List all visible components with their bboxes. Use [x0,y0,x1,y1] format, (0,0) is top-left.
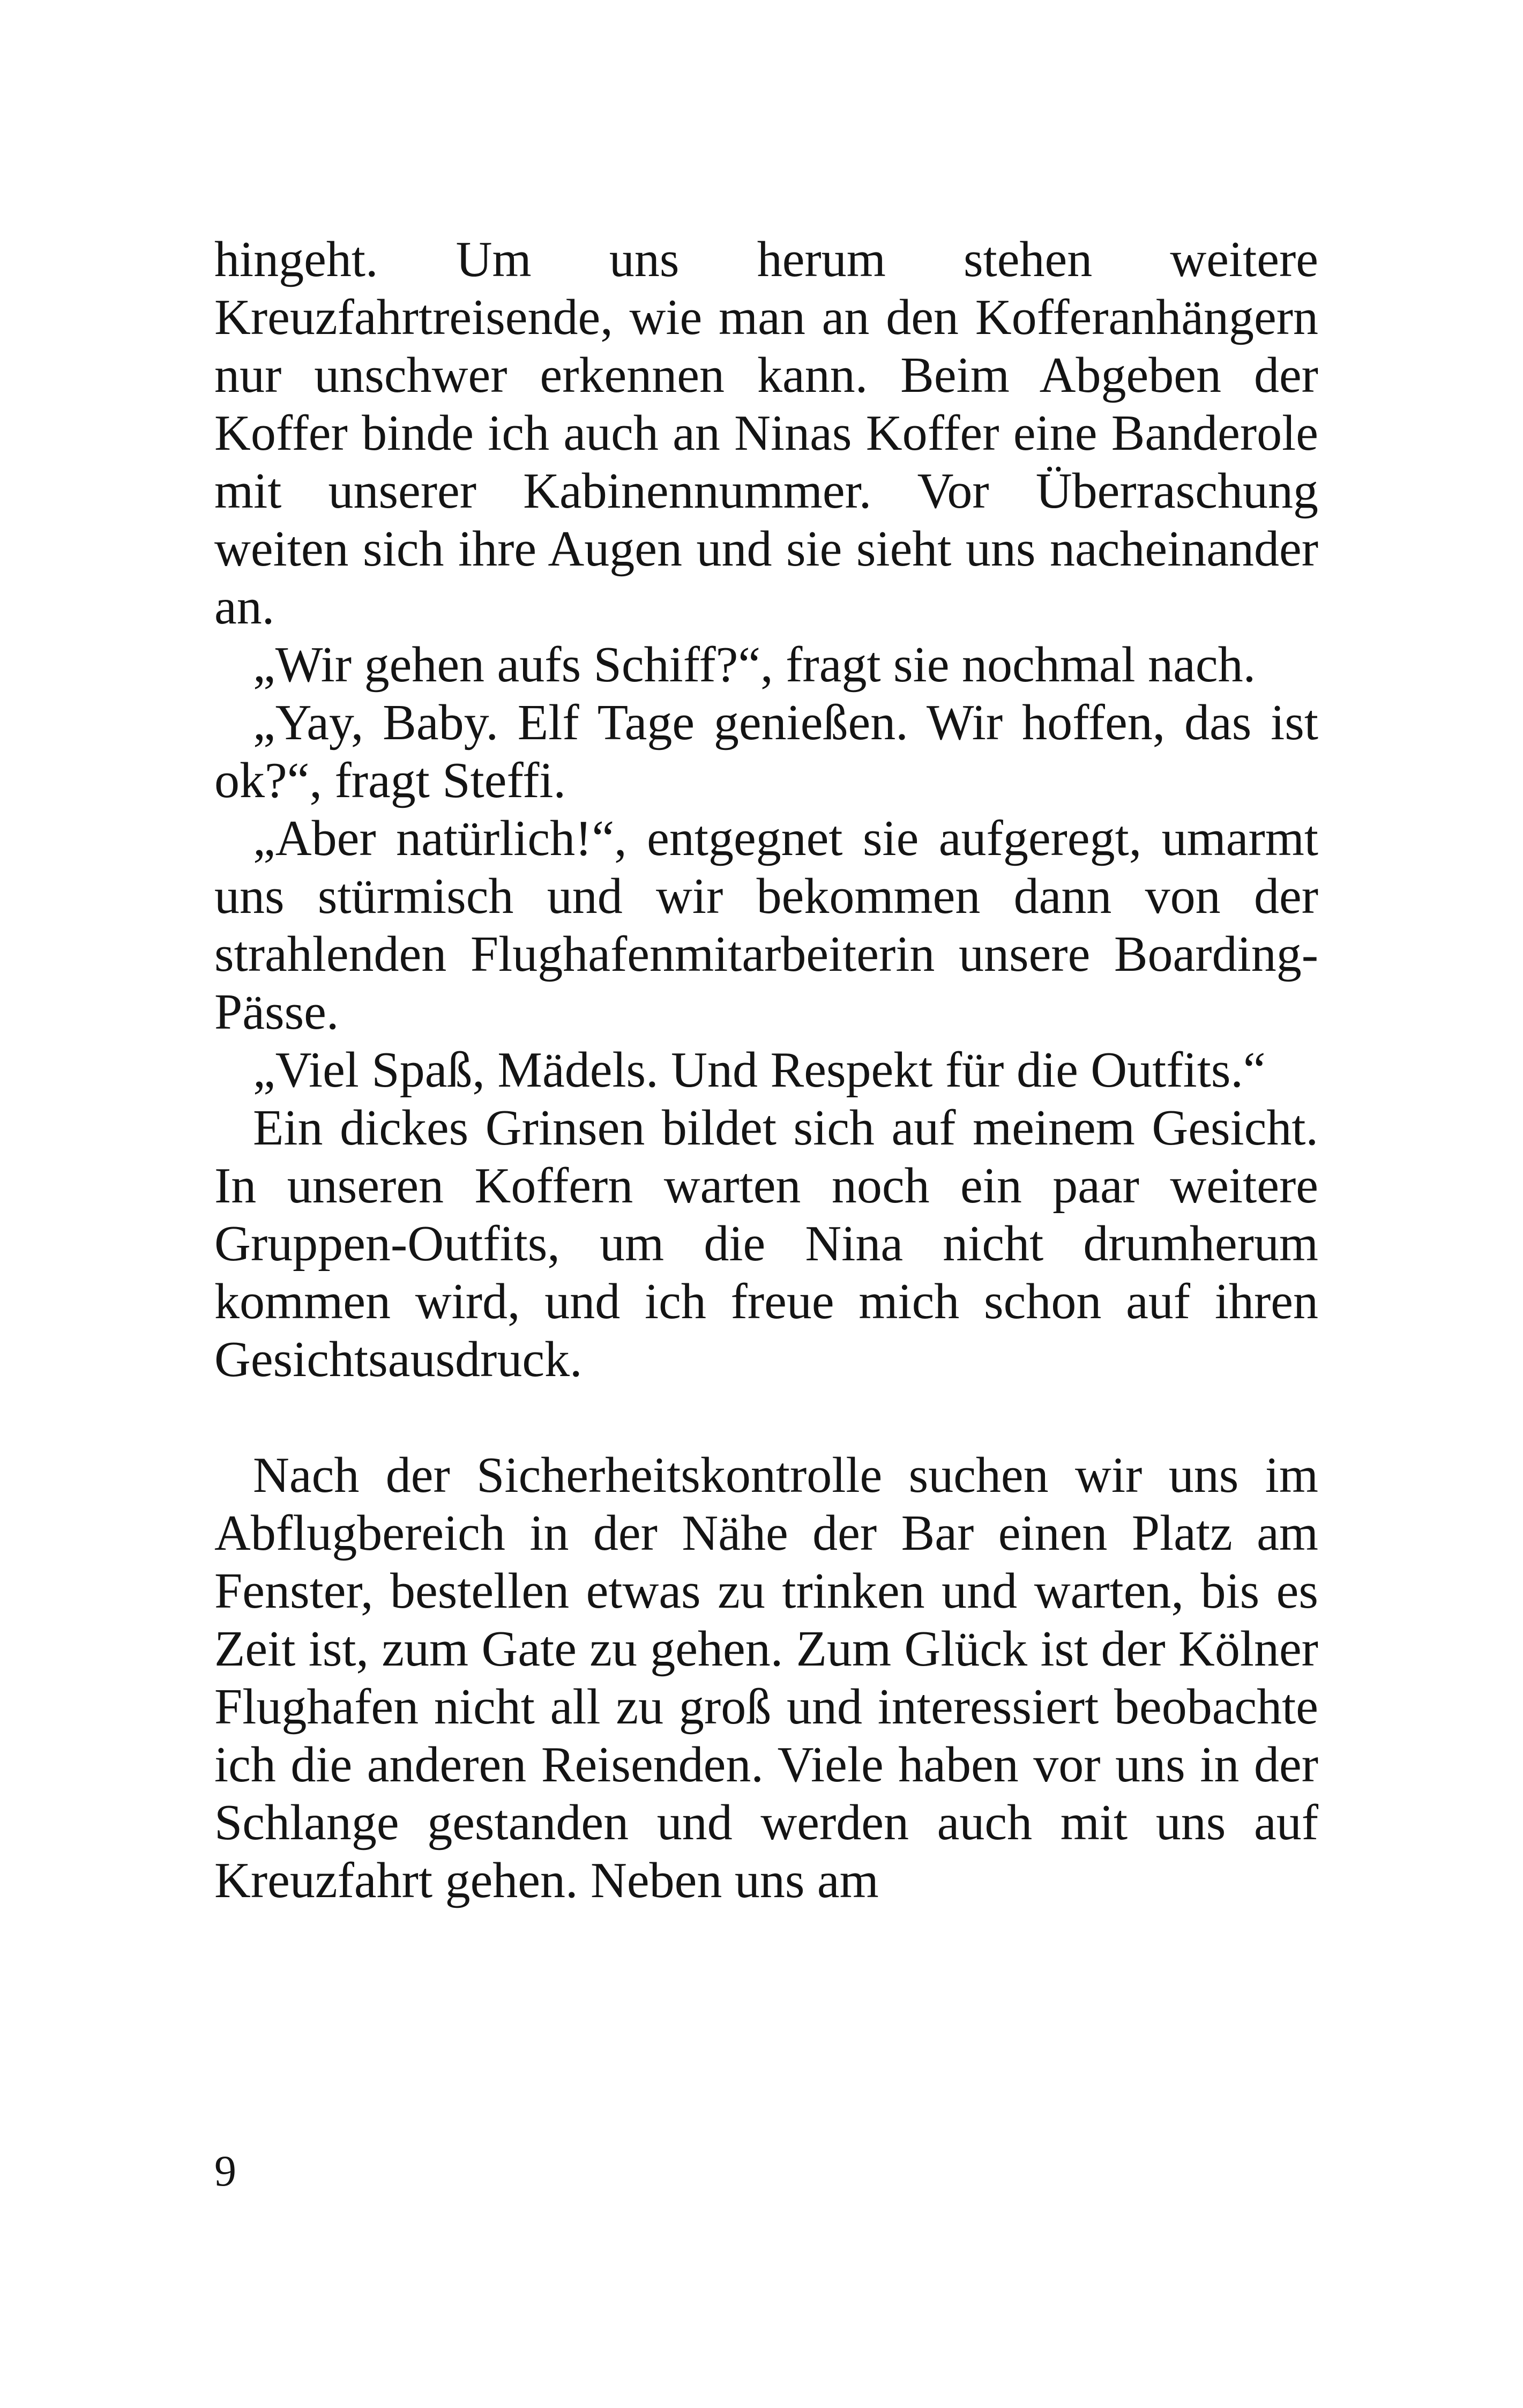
paragraph-narration-2: Nach der Sicherheitskontrolle suchen wir uns im Abflugbereich in der Nähe der Bar einen Platz am Fenster, bestellen etwas zu trinken und warten, bis es Zeit ist, zum Gate zu gehen. Zum Glück ist der Kölner Flughafen nicht all zu groß und interessiert beobachte ich die anderen Reisenden. Viele haben vor uns in der Schlange gestanden und werden auch mit uns auf Kreuzfahrt gehen. Neben uns am [214,1447,1318,1908]
paragraph-dialogue-2: „Yay, Baby. Elf Tage genießen. Wir hoffen, das ist ok?“, fragt Steffi. [214,695,1318,808]
paragraph-dialogue-1: „Wir gehen aufs Schiff?“, fragt sie nochmal nach. [253,637,1256,693]
paragraph-continuation: hingeht. Um uns herum stehen weitere Kreuzfahrtreisende, wie man an den Kofferanhängern nur unschwer erkennen kann. Beim Abgeben der Koffer binde ich auch an Ninas Koffer eine Banderole mit unserer Kabinennummer. Vor Überraschung weiten sich ihre Augen und sie sieht uns nacheinander an. [214,232,1318,635]
paragraph-dialogue-3: „Aber natürlich!“, entgegnet sie aufgeregt, umarmt uns stürmisch und wir bekommen dann von der strahlenden Flughafenmitarbeiterin unsere Boarding-Pässe. [214,811,1318,1040]
page-number: 9 [214,2146,236,2195]
page-body [214,231,1318,1909]
paragraph-narration-1: Ein dickes Grinsen bildet sich auf meinem Gesicht. In unseren Koffern warten noch ein paar weitere Gruppen-Outfits, um die Nina nicht drumherum kommen wird, und ich freue mich schon auf ihren Gesichtsausdruck. [214,1100,1318,1387]
paragraph-dialogue-4: „Viel Spaß, Mädels. Und Respekt für die Outfits.“ [253,1042,1266,1098]
